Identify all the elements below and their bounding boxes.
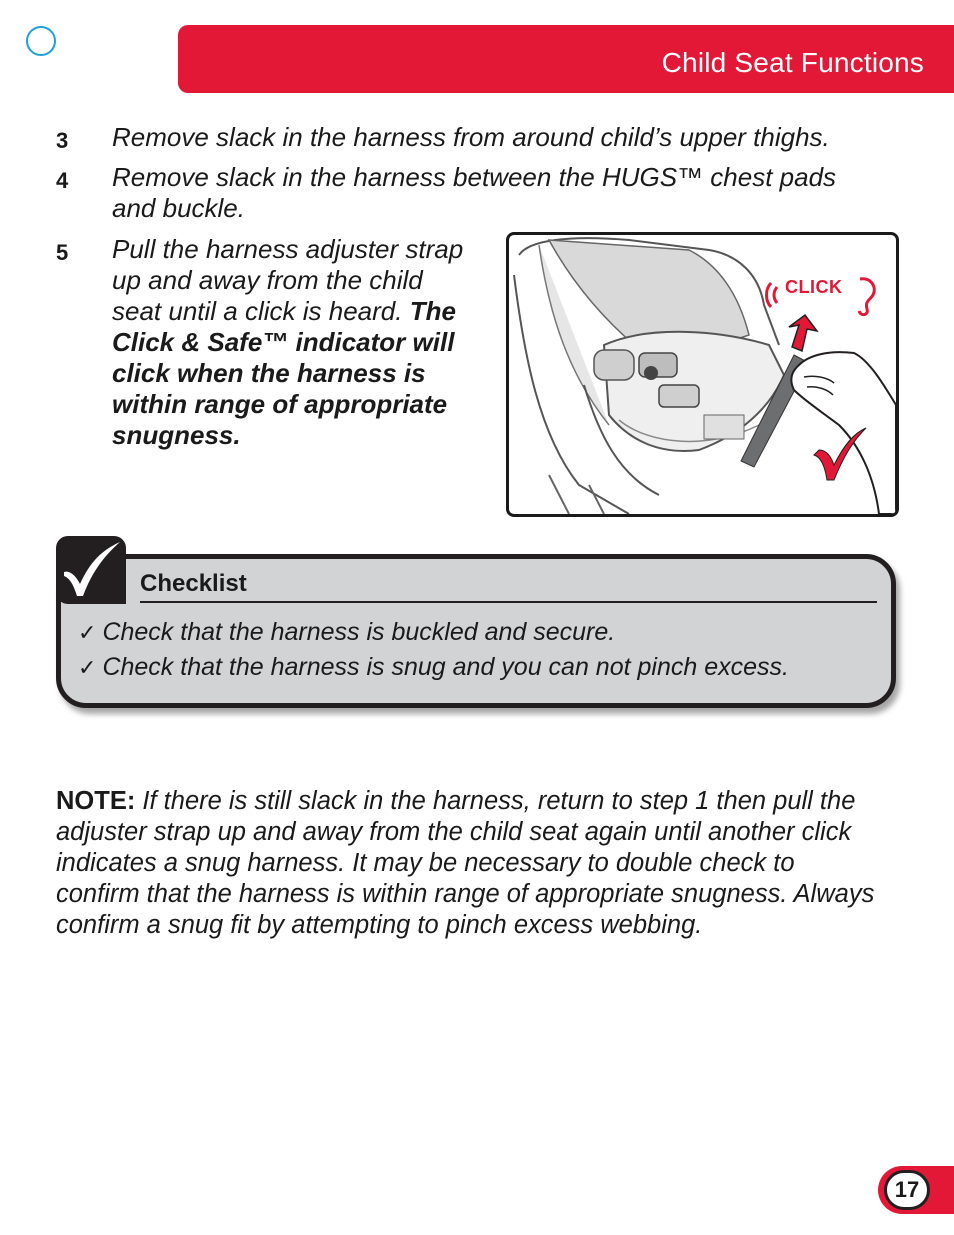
step-bold-text: click when the harness is	[112, 358, 426, 388]
note-text: If there is still slack in the harness, return to step 1 then pull the adjuster strap up and away from the child seat again until another click indicates a snug harness. It may be necessary to double check to confirm that the harness is within range of appropriate snugness. Always confirm a snug fit by attempting to pinch excess webbing.	[56, 787, 875, 939]
step-text-line: Pull the harness adjuster strap	[112, 234, 464, 264]
check-tab	[56, 536, 126, 604]
checklist-item	[78, 653, 789, 682]
checklist-item-text: Check that the harness is snug and you can not pinch excess.	[102, 653, 789, 681]
note-paragraph	[56, 786, 876, 941]
sound-wave-icon	[767, 283, 772, 307]
checkmark-icon: ✓	[78, 620, 97, 645]
section-title: Child Seat Functions	[661, 47, 924, 78]
checklist-item-text: Check that the harness is buckled and secure.	[102, 618, 616, 646]
checkmark-icon	[814, 428, 866, 480]
checklist-title: Checklist	[140, 570, 247, 597]
step-4	[56, 162, 916, 226]
step-bold-text: snugness.	[112, 420, 241, 450]
checkmark-icon: ✓	[78, 655, 97, 680]
step-text-line: and buckle.	[112, 193, 245, 223]
step-text: Remove slack in the harness from around child’s upper thighs.	[112, 122, 830, 152]
step-number: 3	[56, 128, 69, 153]
ear-icon	[859, 279, 874, 315]
checklist-divider	[140, 601, 877, 603]
step-3	[56, 122, 916, 154]
large-checkmark-icon	[56, 536, 126, 604]
section-header	[178, 25, 954, 93]
step-text-line: seat until a click is heard.	[112, 296, 403, 326]
checklist-item	[78, 618, 615, 647]
page-number: 17	[884, 1170, 930, 1210]
harness-adjustment-illustration	[506, 232, 899, 517]
step-text-line: up and away from the child	[112, 265, 423, 295]
note-label: NOTE:	[56, 787, 136, 815]
step-text-line: Remove slack in the harness between the HUGS™ chest pads	[112, 162, 837, 192]
step-text	[112, 162, 836, 224]
step-bold-text: The	[409, 296, 456, 326]
registration-circle	[26, 26, 56, 56]
step-number: 5	[56, 240, 69, 265]
step-number: 4	[56, 168, 69, 193]
up-arrow-icon	[789, 315, 817, 351]
click-label: CLICK	[785, 277, 843, 297]
step-bold-text: Click & Safe™ indicator will	[112, 327, 455, 357]
step-5	[56, 234, 496, 454]
step-bold-text: within range of appropriate	[112, 389, 448, 419]
step-text	[112, 234, 463, 451]
